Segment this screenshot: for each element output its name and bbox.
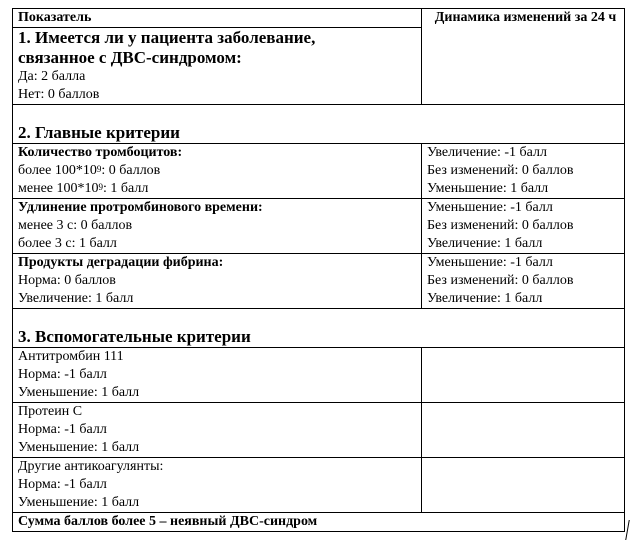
table-row	[13, 403, 625, 458]
edge-mark	[625, 520, 631, 540]
antithrombin-title: Антитромбин 111	[18, 349, 124, 364]
fibrin-dynamics-cell	[422, 254, 625, 309]
table-row	[13, 199, 625, 254]
table-row	[13, 105, 625, 144]
question-1-title-line2: связанное с ДВС-синдромом:	[18, 48, 242, 67]
fibrin-line2: Увеличение: 1 балл	[18, 291, 134, 306]
dic-criteria-table	[12, 8, 625, 532]
prothrombin-title: Удлинение протромбинового времени:	[18, 200, 263, 215]
protein-c-title: Протеин С	[18, 404, 83, 419]
antithrombin-line2: Уменьшение: 1 балл	[18, 385, 140, 400]
protein-c-dynamics-cell	[422, 403, 625, 458]
table-row	[13, 309, 625, 348]
prothrombin-dyn-1: Уменьшение: -1 балл	[427, 200, 553, 215]
fibrin-dyn-2: Без изменений: 0 баллов	[427, 273, 574, 288]
other-anticoagulants-dynamics-cell	[422, 458, 625, 513]
question-1-yes: Да: 2 балла	[18, 69, 86, 84]
platelets-dyn-1: Увеличение: -1 балл	[427, 145, 547, 160]
prothrombin-line2: более 3 с: 1 балл	[18, 236, 117, 251]
antithrombin-line1: Норма: -1 балл	[18, 367, 107, 382]
prothrombin-line1: менее 3 с: 0 баллов	[18, 218, 133, 233]
protein-c-line2: Уменьшение: 1 балл	[18, 440, 140, 455]
prothrombin-cell	[13, 199, 422, 254]
fibrin-cell	[13, 254, 422, 309]
main-criteria-heading-cell	[13, 105, 625, 144]
prothrombin-dyn-3: Увеличение: 1 балл	[427, 236, 543, 251]
other-anticoagulants-line2: Уменьшение: 1 балл	[18, 495, 140, 510]
aux-criteria-heading-cell	[13, 309, 625, 348]
other-anticoagulants-cell	[13, 458, 422, 513]
table-row	[13, 254, 625, 309]
fibrin-line1: Норма: 0 баллов	[18, 273, 116, 288]
sum-footer: Сумма баллов более 5 – неявный ДВС-синдром	[13, 513, 625, 532]
dynamics-header: Динамика изменений за 24 ч	[422, 9, 625, 105]
platelets-line2: менее $100*10^9$: 1 балл	[18, 181, 149, 196]
platelets-dyn-3: Уменьшение: 1 балл	[427, 181, 549, 196]
prothrombin-dynamics-cell	[422, 199, 625, 254]
other-anticoagulants-title: Другие антикоагулянты:	[18, 459, 164, 474]
fibrin-dyn-3: Увеличение: 1 балл	[427, 291, 543, 306]
fibrin-dyn-1: Уменьшение: -1 балл	[427, 255, 553, 270]
table-row	[13, 458, 625, 513]
platelets-title: Количество тромбоцитов:	[18, 145, 183, 160]
platelets-line1: более $100*10^9$: 0 баллов	[18, 163, 161, 178]
table-row	[13, 513, 625, 532]
question-1-title-line1: 1. Имеется ли у пациента заболевание,	[18, 28, 316, 47]
question-1-no: Нет: 0 баллов	[18, 87, 100, 102]
fibrin-title: Продукты деградации фибрина:	[18, 255, 224, 270]
platelets-dyn-2: Без изменений: 0 баллов	[427, 163, 574, 178]
table-row	[13, 9, 625, 28]
platelets-cell	[13, 144, 422, 199]
indicator-header: Показатель	[13, 9, 422, 28]
question-1-cell	[13, 28, 422, 105]
antithrombin-cell	[13, 348, 422, 403]
main-criteria-title: 2. Главные критерии	[18, 123, 180, 142]
protein-c-line1: Норма: -1 балл	[18, 422, 107, 437]
other-anticoagulants-line1: Норма: -1 балл	[18, 477, 107, 492]
platelets-dynamics-cell	[422, 144, 625, 199]
table-row	[13, 144, 625, 199]
protein-c-cell	[13, 403, 422, 458]
aux-criteria-title: 3. Вспомогательные критерии	[18, 327, 251, 346]
table-row	[13, 348, 625, 403]
antithrombin-dynamics-cell	[422, 348, 625, 403]
prothrombin-dyn-2: Без изменений: 0 баллов	[427, 218, 574, 233]
